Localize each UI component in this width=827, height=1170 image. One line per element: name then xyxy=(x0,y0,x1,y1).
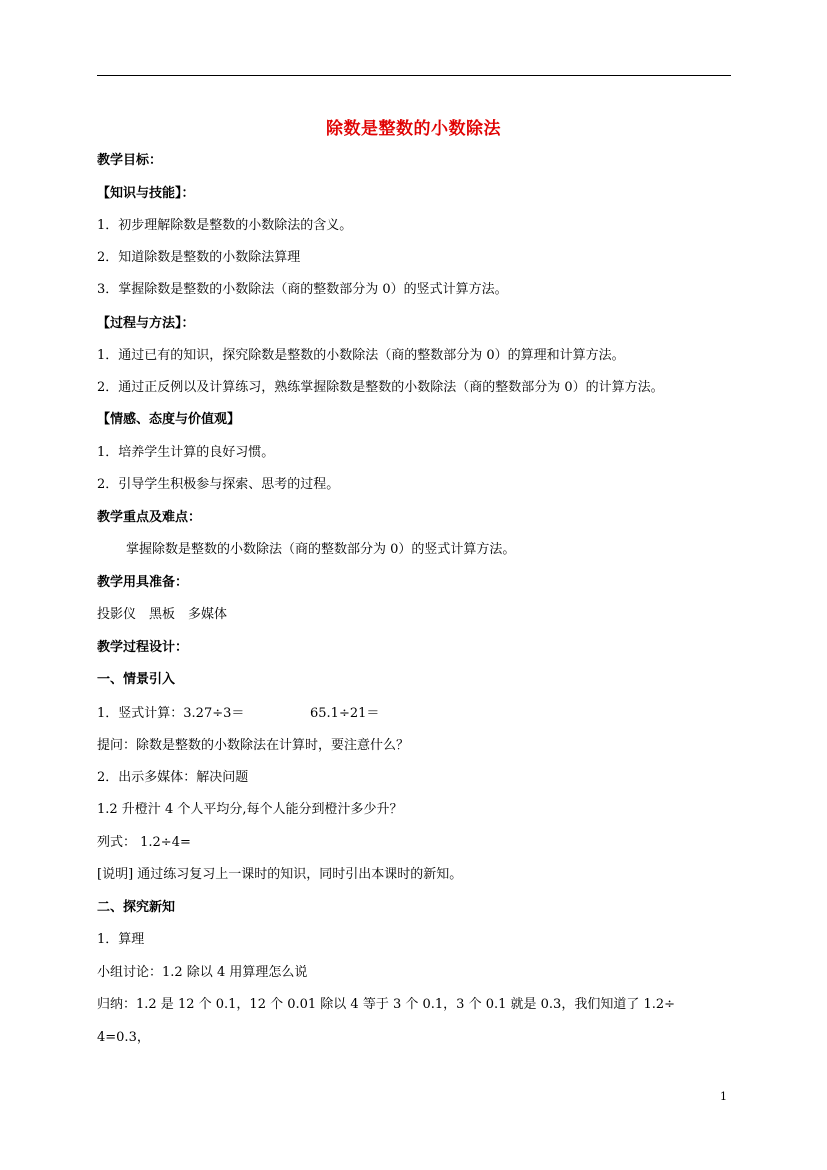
line-text: 1．培养学生计算的良好习惯。 xyxy=(97,445,275,460)
header-rule xyxy=(97,75,731,76)
body-line xyxy=(97,607,227,623)
line-text: 【知识与技能】： xyxy=(97,186,195,201)
line-text: [说明] 通过练习复习上一课时的知识，同时引出本课时的新知。 xyxy=(97,867,463,882)
section-heading xyxy=(97,640,188,656)
body-line xyxy=(97,380,664,396)
line-text: 1．算理 xyxy=(97,932,145,947)
section-heading xyxy=(97,672,175,688)
line-text: 教学重点及难点： xyxy=(97,510,202,525)
body-line xyxy=(97,1030,150,1046)
line-text: 1.2 升橙汁 4 个人平均分,每个人能分到橙汁多少升？ xyxy=(97,802,403,817)
line-text: 1．初步理解除数是整数的小数除法的含义。 xyxy=(97,218,353,233)
line-text: 2．通过正反例以及计算练习，熟练掌握除数是整数的小数除法（商的整数部分为 0）的计算方法。 xyxy=(97,380,664,395)
line-text: 归纳：1.2 是 12 个 0.1，12 个 0.01 除以 4 等于 3 个 0.1，3 个 0.1 就是 0.3，我们知道了 1.2÷ xyxy=(97,997,676,1012)
body-line xyxy=(97,835,191,851)
line-text: 1．竖式计算：3.27÷3＝ xyxy=(97,706,245,721)
line-text: 二、探究新知 xyxy=(97,900,176,915)
line-text: 列式： 1.2÷4= xyxy=(97,835,191,850)
section-heading xyxy=(97,412,240,428)
second-calculation: 65.1÷21＝ xyxy=(310,706,380,721)
body-line xyxy=(97,802,402,818)
page-number: 1 xyxy=(720,1090,727,1103)
line-text: 2．出示多媒体：解决问题 xyxy=(97,770,249,785)
section-heading xyxy=(97,153,162,169)
line-text: 提问：除数是整数的小数除法在计算时，要注意什么？ xyxy=(97,738,410,753)
line-text: 【过程与方法】： xyxy=(97,316,195,331)
section-heading xyxy=(97,900,175,916)
section-heading xyxy=(97,575,188,591)
section-heading xyxy=(97,186,195,202)
body-line xyxy=(97,706,380,722)
body-line xyxy=(97,965,307,981)
line-text: 2．知道除数是整数的小数除法算理 xyxy=(97,250,301,265)
body-line xyxy=(97,348,625,364)
body-line xyxy=(97,218,352,234)
body-line xyxy=(97,282,508,298)
line-text: 小组讨论：1.2 除以 4 用算理怎么说 xyxy=(97,965,308,980)
body-line xyxy=(97,867,462,883)
body-line xyxy=(97,932,144,948)
line-text: 教学过程设计： xyxy=(97,640,189,655)
line-text: 3．掌握除数是整数的小数除法（商的整数部分为 0）的竖式计算方法。 xyxy=(97,282,508,297)
line-text: 掌握除数是整数的小数除法（商的整数部分为 0）的竖式计算方法。 xyxy=(126,542,516,557)
body-line xyxy=(126,542,515,558)
body-line xyxy=(97,997,675,1013)
line-text: 教学用具准备： xyxy=(97,575,189,590)
line-text: 4=0.3， xyxy=(97,1030,150,1045)
section-heading xyxy=(97,316,195,332)
line-text: 2．引导学生积极参与探索、思考的过程。 xyxy=(97,477,340,492)
line-text: 1．通过已有的知识，探究除数是整数的小数除法（商的整数部分为 0）的算理和计算方法。 xyxy=(97,348,625,363)
body-line xyxy=(97,770,248,786)
body-line xyxy=(97,477,339,493)
line-text: 一、情景引入 xyxy=(97,672,176,687)
body-line xyxy=(97,738,409,754)
line-text: 投影仪 黑板 多媒体 xyxy=(97,607,228,622)
section-heading xyxy=(97,510,201,526)
document-title: 除数是整数的小数除法 xyxy=(326,119,501,139)
line-text: 【情感、态度与价值观】 xyxy=(97,412,241,427)
line-text: 教学目标： xyxy=(97,153,163,168)
body-line xyxy=(97,445,274,461)
body-line xyxy=(97,250,300,266)
